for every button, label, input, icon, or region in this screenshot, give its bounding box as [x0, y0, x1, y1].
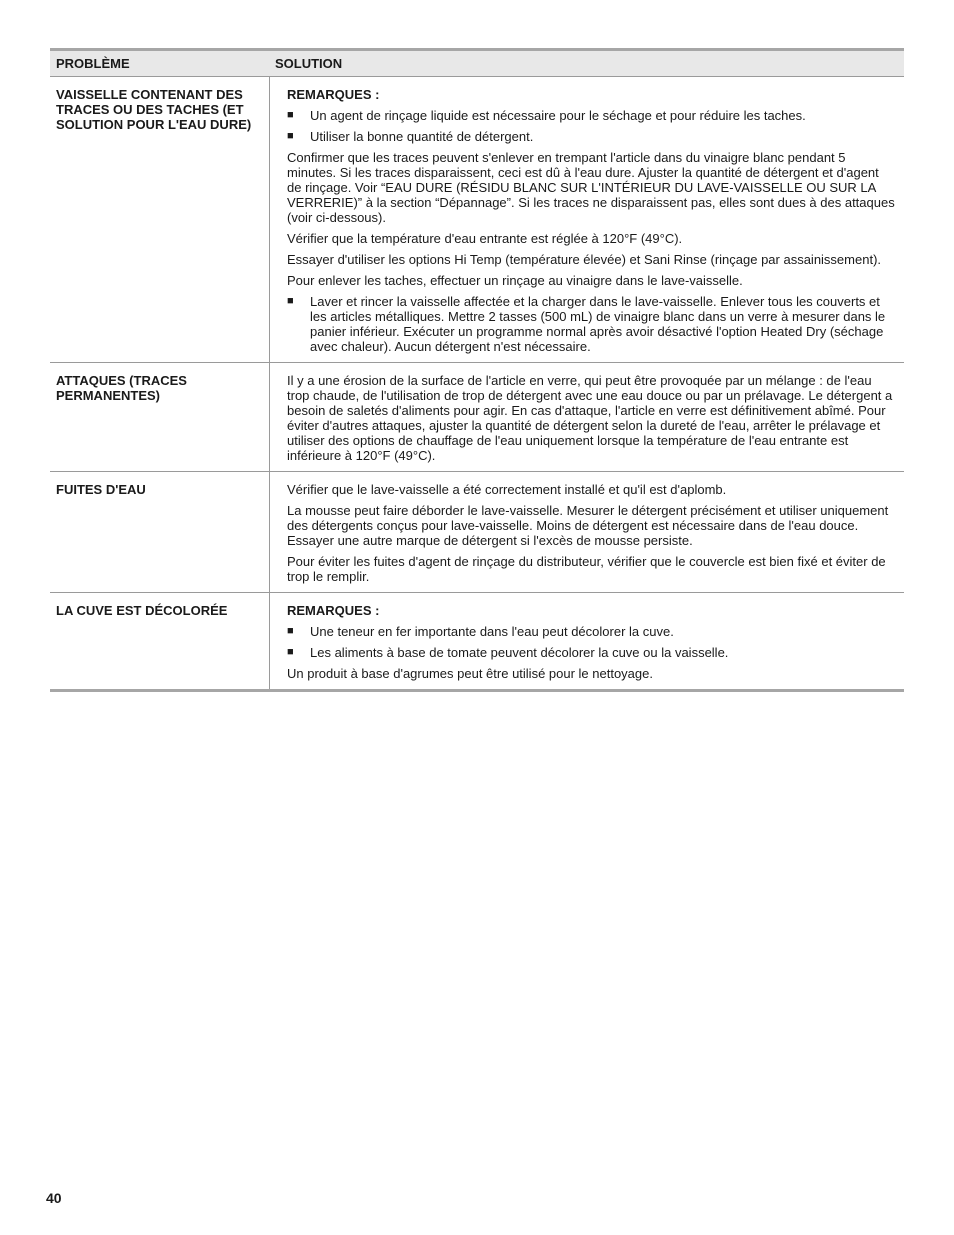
problem-cell: ATTAQUES (TRACES PERMANENTES) — [50, 363, 270, 471]
solution-cell — [270, 77, 904, 362]
table-row — [50, 77, 904, 363]
list-item-text: Laver et rincer la vaisselle affectée et la charger dans le lave-vaisselle. Enlever tous les couverts et les articles métalliques. Mettre 2 tasses (500 mL) de vinaigre blanc dans un verre à mesurer dans le panier inférieur. Exécuter un programme normal après avoir désactivé l'option Heated Dry (séchage avec chaleur). Aucun détergent n'est nécessaire. — [310, 294, 886, 354]
bullet-square-icon: ■ — [287, 295, 294, 307]
list-item — [287, 294, 896, 354]
list-item — [287, 108, 896, 123]
page-number: 40 — [46, 1190, 62, 1206]
paragraph: Vérifier que le lave-vaisselle a été correctement installé et qu'il est d'aplomb. — [287, 482, 727, 497]
list-item — [287, 129, 896, 144]
table-row — [50, 363, 904, 472]
remarks-label: REMARQUES : — [287, 603, 380, 618]
header-solution: SOLUTION — [275, 56, 343, 71]
list-item-text: Les aliments à base de tomate peuvent décolorer la cuve ou la vaisselle. — [310, 645, 729, 660]
solution-cell — [270, 593, 904, 689]
paragraph: Essayer d'utiliser les options Hi Temp (température élevée) et Sani Rinse (rinçage par assainissement). — [287, 252, 882, 267]
remarks-label: REMARQUES : — [287, 87, 380, 102]
paragraph: Pour éviter les fuites d'agent de rinçage du distributeur, vérifier que le couvercle est bien fixé et éviter de trop le remplir. — [287, 554, 886, 584]
table-row — [50, 593, 904, 689]
solution-cell — [270, 472, 904, 592]
list-item — [287, 645, 896, 660]
paragraph: Il y a une érosion de la surface de l'article en verre, qui peut être provoquée par un mélange : de l'eau trop chaude, de l'utilisation de trop de détergent avec une eau douce ou par un prélavage. Le détergent a besoin de saletés d'aliments pour agir. En cas d'attaque, l'article en verre est définitivement abîmé. Pour éviter d'autres attaques, ajuster la quantité de détergent selon la dureté de l'eau, arrêter le prélavage et utiliser des options de chauffage de l'eau uniquement lorsque la température de l'eau entrante est inférieure à 120°F (49°C). — [287, 373, 893, 463]
paragraph: Vérifier que la température d'eau entrante est réglée à 120°F (49°C). — [287, 231, 683, 246]
bullet-square-icon: ■ — [287, 130, 294, 142]
list-item-text: Un agent de rinçage liquide est nécessaire pour le séchage et pour réduire les taches. — [310, 108, 806, 123]
paragraph: Pour enlever les taches, effectuer un rinçage au vinaigre dans le lave-vaisselle. — [287, 273, 743, 288]
list-item-text: Une teneur en fer importante dans l'eau peut décolorer la cuve. — [310, 624, 674, 639]
bullet-square-icon: ■ — [287, 109, 294, 121]
bullet-square-icon: ■ — [287, 646, 294, 658]
problem-cell: LA CUVE EST DÉCOLORÉE — [50, 593, 270, 689]
problem-cell: VAISSELLE CONTENANT DES TRACES OU DES TACHES (ET SOLUTION POUR L'EAU DURE) — [50, 77, 270, 362]
troubleshooting-table — [50, 48, 904, 692]
table-row — [50, 472, 904, 593]
bullet-square-icon: ■ — [287, 625, 294, 637]
paragraph: Un produit à base d'agrumes peut être utilisé pour le nettoyage. — [287, 666, 653, 681]
paragraph: Confirmer que les traces peuvent s'enlever en trempant l'article dans du vinaigre blanc pendant 5 minutes. Si les traces disparaissent, ceci est dû à l'eau dure. Ajuster la quantité de détergent et d'agent de rinçage. Voir “EAU DURE (RÉSIDU BLANC SUR L'INTÉRIEUR DU LAVE-VAISSELLE OU SUR LA VERRERIE)” à la section “Dépannage”. Si les traces ne disparaissent pas, elles sont dues à des attaques (voir ci-dessous). — [287, 150, 895, 225]
solution-cell — [270, 363, 904, 471]
table-header — [50, 51, 904, 77]
list-item-text: Utiliser la bonne quantité de détergent. — [310, 129, 534, 144]
paragraph: La mousse peut faire déborder le lave-vaisselle. Mesurer le détergent précisément et utiliser uniquement des détergents conçus pour lave-vaisselle. Moins de détergent est nécessaire dans de l'eau douce. Essayer une autre marque de détergent si l'excès de mousse persiste. — [287, 503, 889, 548]
problem-cell: FUITES D'EAU — [50, 472, 270, 592]
list-item — [287, 624, 896, 639]
header-problem: PROBLÈME — [56, 56, 130, 71]
